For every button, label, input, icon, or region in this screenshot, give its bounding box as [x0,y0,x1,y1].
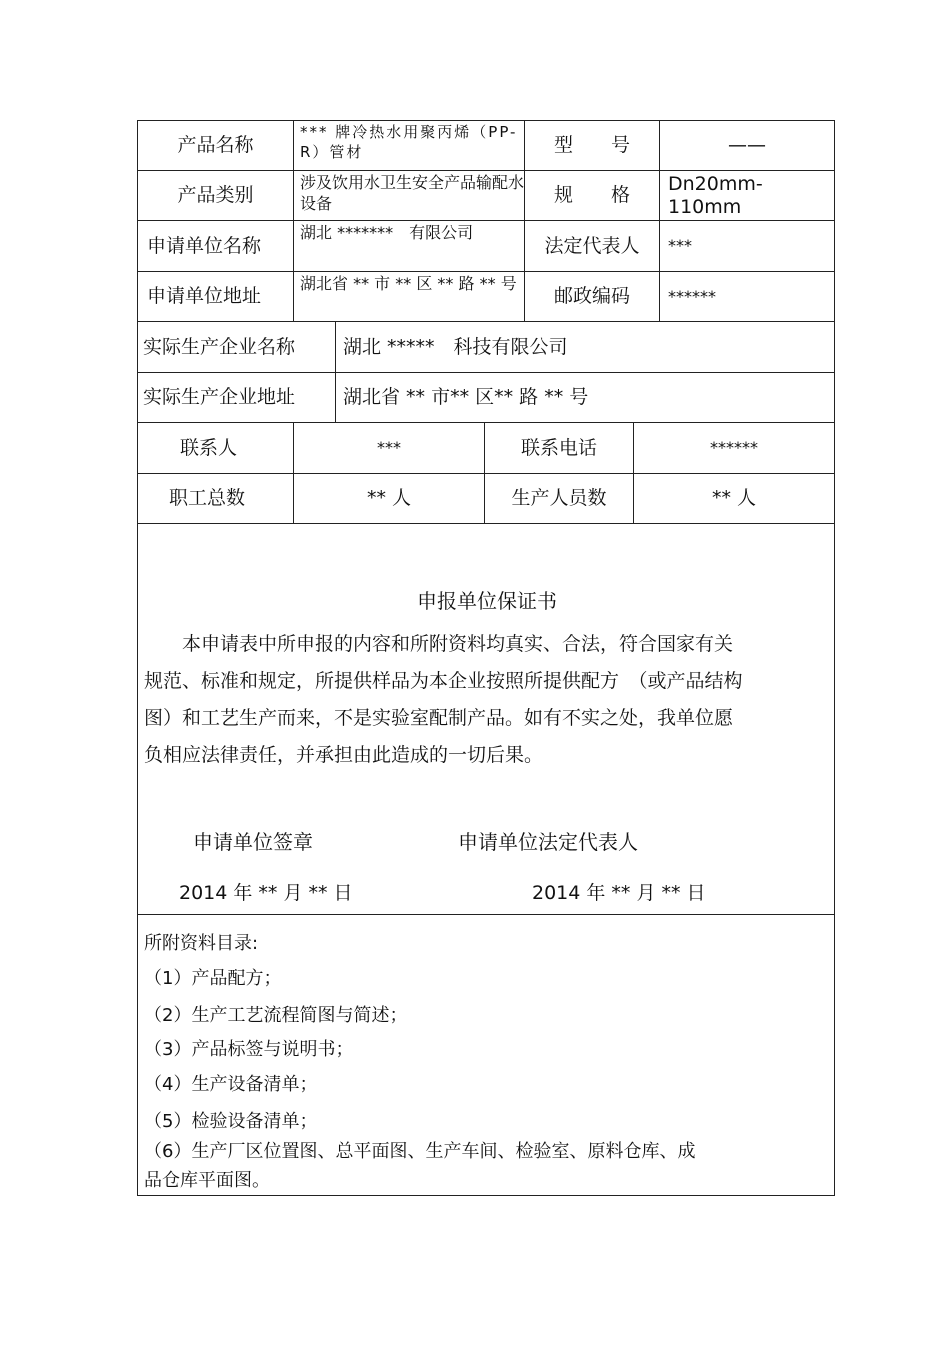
phone-value: ****** [710,438,758,458]
staff-total-label: 职工总数 [169,487,246,510]
applicant-name-value: 湖北 ******* 有限公司 [300,223,474,242]
row-divider [138,523,834,524]
attachment-item: （6）生产厂区位置图、总平面图、生产车间、检验室、原料仓库、成 [144,1141,696,1162]
spec-value: Dn20mm-110mm [668,172,763,218]
staff-total-value: ** 人 [366,487,412,510]
product-category-value: 涉及饮用水卫生安全产品输配水设备 [300,173,525,213]
attachment-item: （4）生产设备清单； [144,1074,318,1095]
date-left: 2014 年 ** 月 ** 日 [179,882,353,904]
production-staff-label: 生产人员数 [511,487,607,510]
factory-address-label: 实际生产企业地址 [143,386,296,409]
product-category-label: 产品类别 [177,184,254,207]
phone-label: 联系电话 [520,436,597,459]
spec-label: 规 格 [553,184,630,207]
legal-rep-signature-label: 申请单位法定代表人 [458,830,638,854]
factory-name-label: 实际生产企业名称 [143,335,296,358]
applicant-address-value: 湖北省 ** 市 ** 区 ** 路 ** 号 [300,274,517,293]
pledge-line: 图）和工艺生产而来，不是实验室配制产品。如有不实之处，我单位愿 [144,707,734,729]
attachment-item: （2）生产工艺流程简图与简述； [144,1005,408,1026]
product-name-label: 产品名称 [177,134,254,157]
applicant-name-label: 申请单位名称 [147,234,262,257]
contact-value: *** [377,438,401,458]
applicant-address-label: 申请单位地址 [147,285,262,308]
factory-address-value: 湖北省 ** 市** 区** 路 ** 号 [343,386,589,409]
date-right: 2014 年 ** 月 ** 日 [532,882,706,904]
model-label: 型 号 [553,134,630,157]
attachment-item: （5）检验设备清单； [144,1111,318,1132]
row-divider [138,914,834,915]
applicant-seal-label: 申请单位签章 [193,830,313,854]
attachment-item: 品仓库平面图。 [144,1170,270,1191]
legal-rep-label: 法定代表人 [544,234,640,257]
model-value: —— [728,134,766,157]
factory-name-value: 湖北 ***** 科技有限公司 [343,335,568,358]
attachment-item: （1）产品配方； [144,968,282,989]
pledge-line: 负相应法律责任，并承担由此造成的一切后果。 [144,744,544,766]
application-form [137,120,835,1196]
postcode-label: 邮政编码 [553,285,630,308]
attachment-item: （3）产品标签与说明书； [144,1039,354,1060]
product-name-value: *** 牌冷热水用聚丙烯（PP-R）管材 [300,123,518,161]
attachments-title: 所附资料目录: [144,933,259,954]
pledge-line: 规范、标准和规定，所提供样品为本企业按照所提供配方 （或产品结构 [144,670,743,692]
legal-rep-value: *** [668,236,692,256]
postcode-value: ****** [668,286,716,306]
pledge-title: 申报单位保证书 [417,589,557,613]
pledge-body [144,626,830,774]
production-staff-value: ** 人 [711,487,757,510]
pledge-line: 本申请表中所申报的内容和所附资料均真实、合法，符合国家有关 [144,633,734,655]
contact-label: 联系人 [180,436,238,459]
